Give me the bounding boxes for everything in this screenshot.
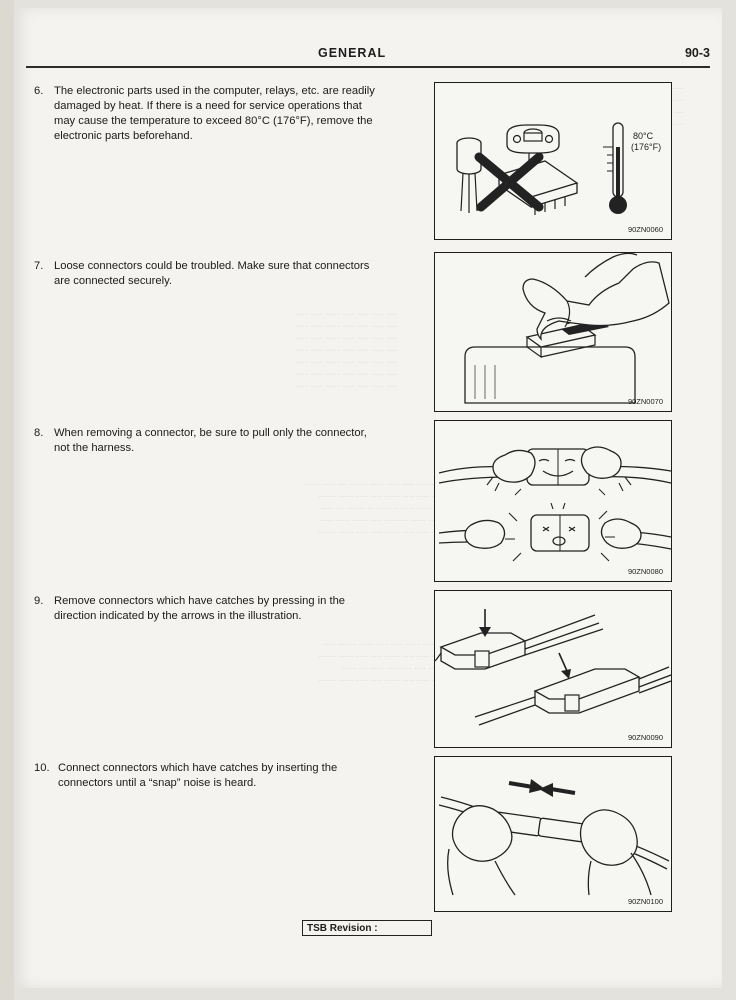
item-text: When removing a connector, be sure to pull only the connector, not the harness. (54, 427, 367, 454)
bleed-through-text: ---- ------- ----- ---- ---- ----- ------ ---- ---- ---- ---- ---- ----- ---- ---- ----- ------ ---- ----- ---- -------- ----- --- ----- ---- ---- ---- ---- ----- ---- ---- ----- ------ (318, 639, 458, 685)
instruction-item-8 (34, 426, 384, 456)
instruction-item-7 (34, 259, 384, 289)
item-text: Loose connectors could be troubled. Make sure that connectors are connected securely. (54, 260, 370, 287)
item-number: 9. (34, 595, 44, 607)
figure-code: 90ZN0070 (627, 397, 663, 406)
figure-code: 90ZN0080 (627, 567, 663, 576)
figure-heat-sensitive-parts (434, 82, 672, 240)
instruction-item-9 (34, 594, 384, 624)
figure-press-catches (434, 590, 672, 748)
section-title: GENERAL (318, 46, 387, 60)
figure-code: 90ZN0060 (627, 225, 663, 234)
item-number: 8. (34, 427, 44, 439)
figure-code: 90ZN0090 (627, 733, 663, 742)
item-number: 7. (34, 260, 44, 272)
instruction-item-10 (34, 761, 374, 791)
temperature-celsius: 80°C (633, 131, 654, 141)
item-text: Remove connectors which have catches by pressing in the direction indicated by the arrows in the illustration. (54, 595, 346, 622)
binder-edge (0, 0, 14, 1000)
figure-pull-connector (434, 420, 672, 582)
item-text: The electronic parts used in the computer, relays, etc. are readily damaged by heat. If there is a need for service operations that may cause the temperature to exceed 80°C (176°F), remove the electronic parts beforehand. (54, 85, 375, 142)
item-number: 10. (34, 762, 50, 774)
bleed-through-text: ------- ------ ---- ---- ----- ------ --- ---- ------ ---- ---- ---- ---- ----- ---- ---- ----- ------ ---- --- ----- ------- ----- -- ------ --- ---- ----- ---- ----- -------- ---- ----- ----- ---- ---- ---- ---- ---- ----- ---- ---- ----- ------ (303, 479, 458, 537)
instruction-item-6 (34, 84, 384, 144)
header-rule (26, 66, 710, 68)
bleed-through-text: ---- ---- --- ------ (666, 83, 684, 129)
tsb-revision-box: TSB Revision : (302, 920, 432, 936)
temperature-fahrenheit: (176°F) (631, 142, 662, 152)
figure-snap-connect (434, 756, 672, 912)
item-number: 6. (34, 85, 44, 97)
item-text: Connect connectors which have catches by inserting the connectors until a “snap” noise is heard. (58, 762, 338, 789)
figure-code: 90ZN0100 (627, 897, 663, 906)
figure-connector-securely (434, 252, 672, 412)
page-number: 90-3 (684, 46, 710, 60)
bleed-through-text: ---- ---- ---- ---- ----- ---- ---- ---- ---- ---- ---- ----- ---- ---- ---- ---- ---- ---- ----- ---- ---- ---- ---- ---- ---- ----- ---- ---- ---- ---- ---- ---- ----- ---- ---- ---- ---- ---- ---- ----- ---- ---- ---- ---- ---- ---- ----- ---- ---- (296, 309, 398, 391)
